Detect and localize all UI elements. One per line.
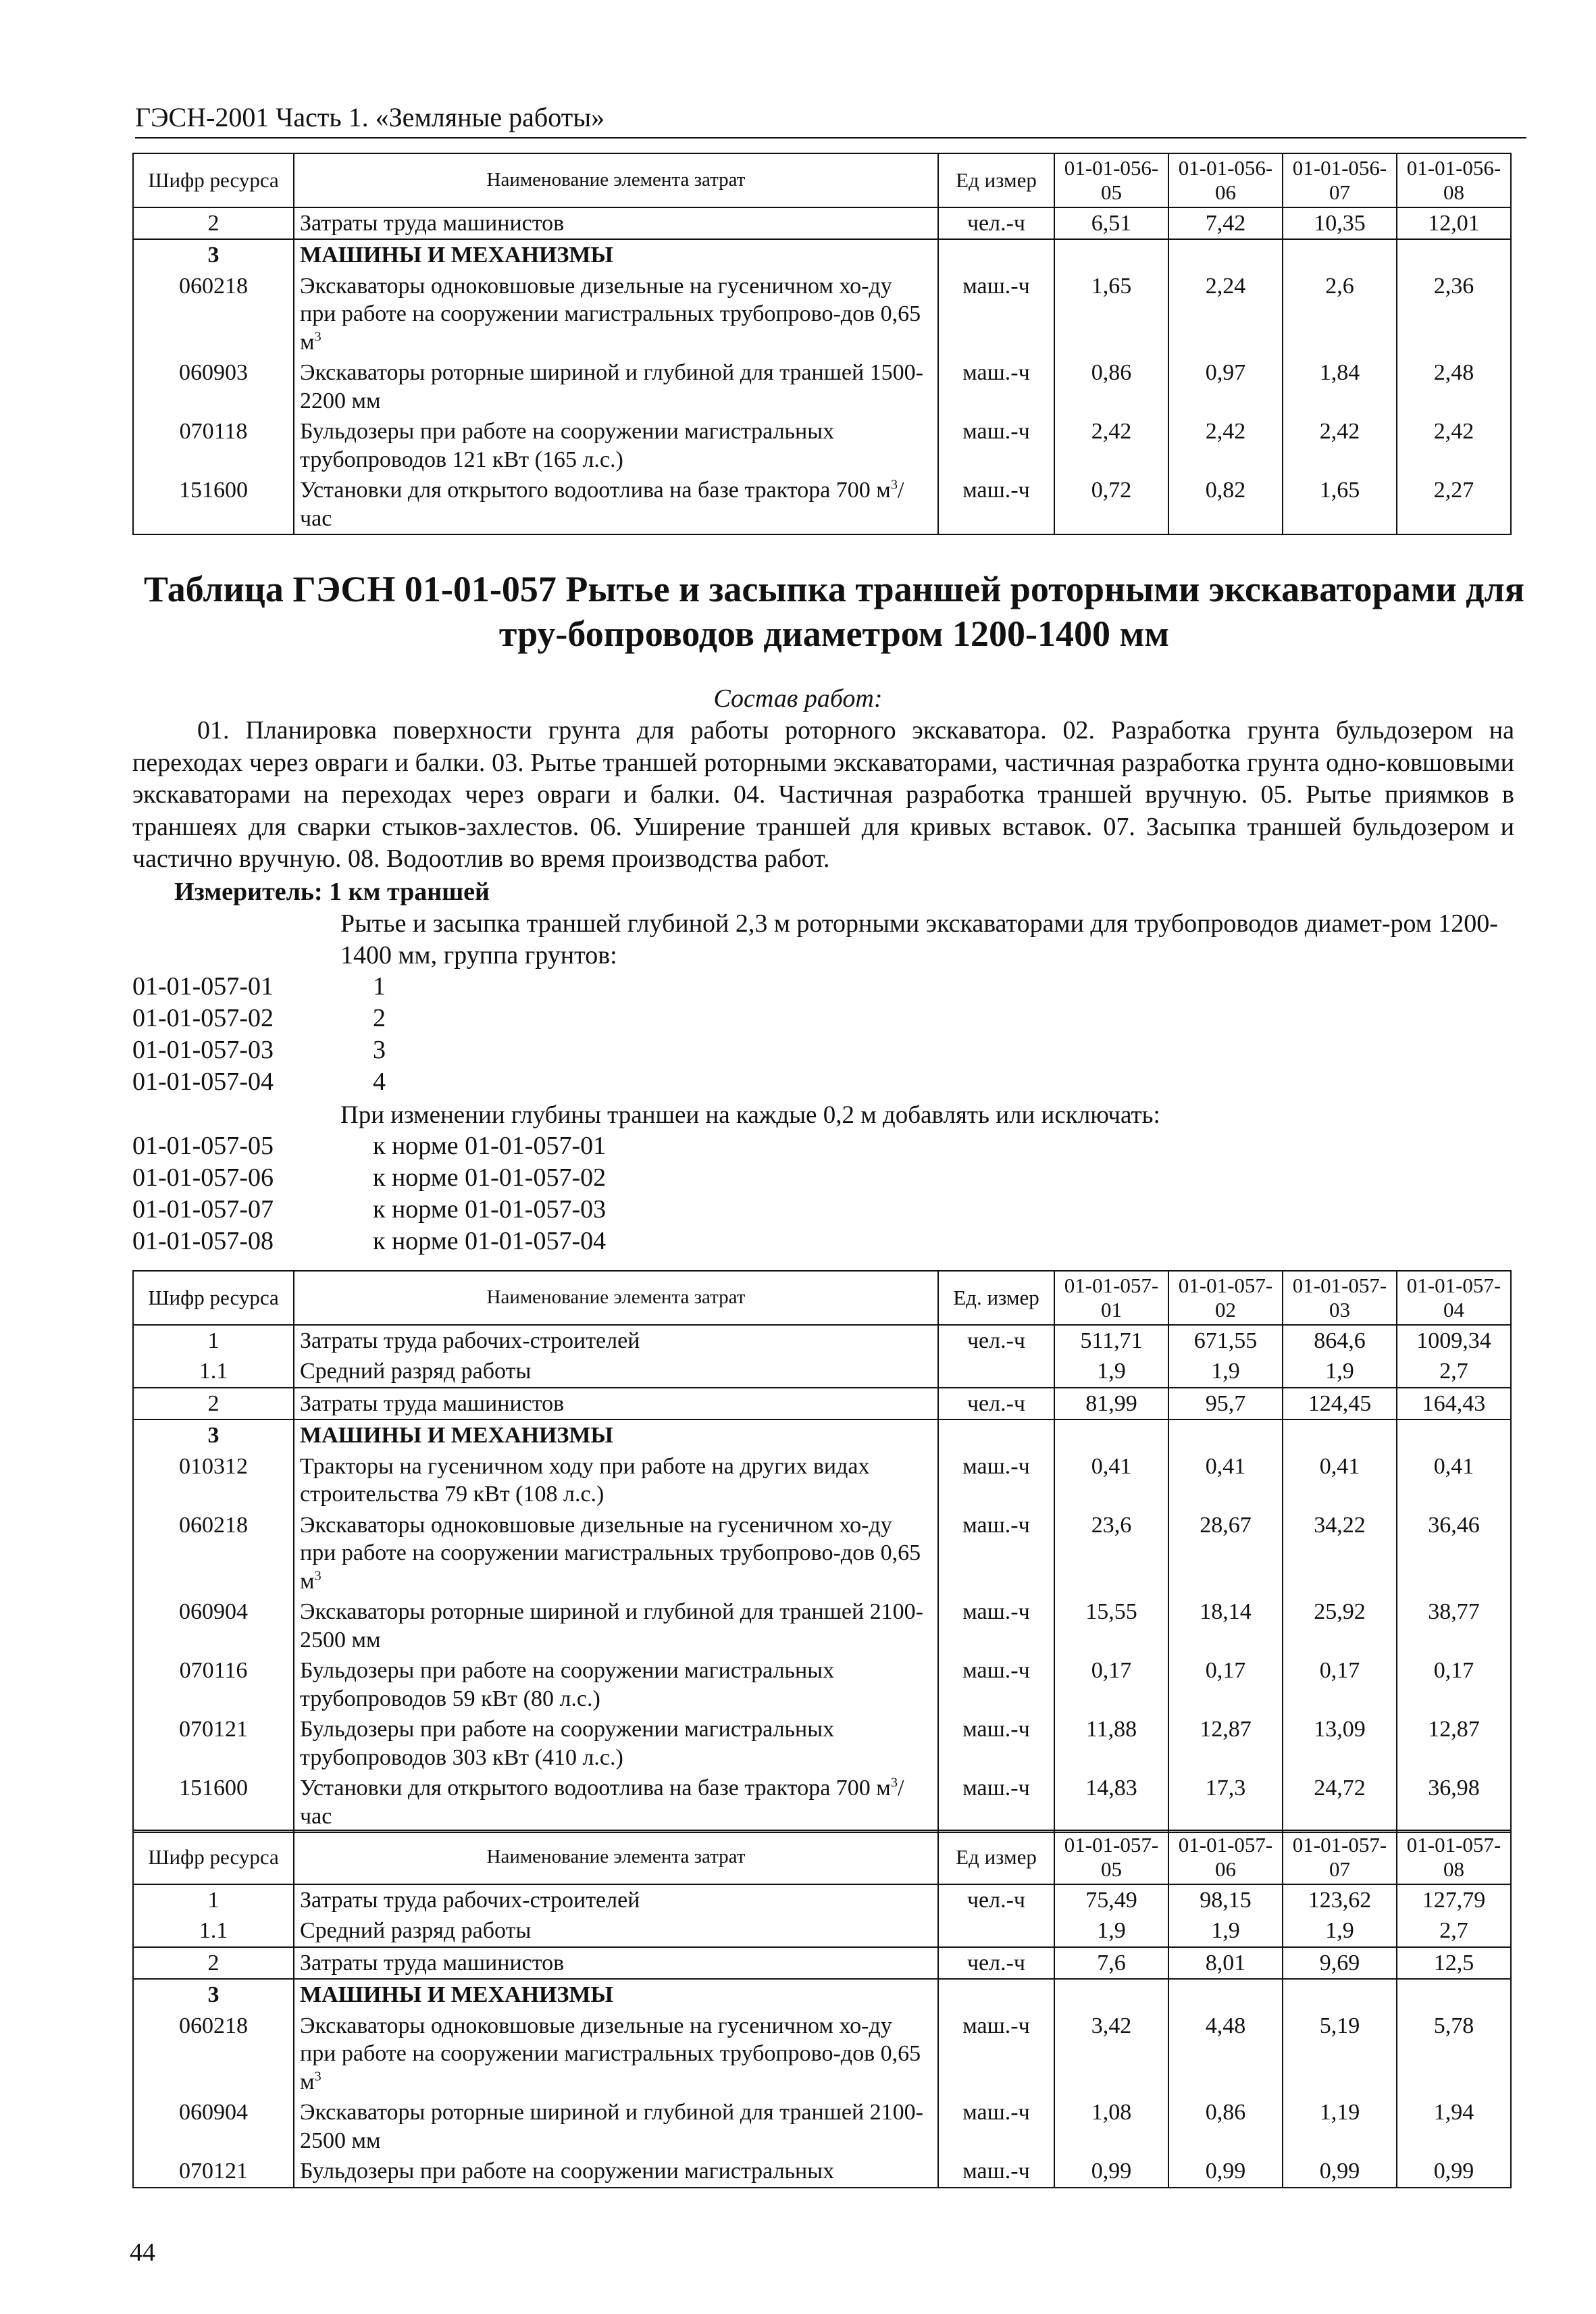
row-value: 15,55 (1054, 1596, 1168, 1655)
row-value: 127,79 (1397, 1884, 1511, 1915)
resource-table-056 (132, 153, 1512, 535)
row-value: 98,15 (1168, 1884, 1283, 1915)
row-value: 1009,34 (1397, 1325, 1511, 1356)
depth-change-text: При изменении глубины траншеи на каждые 0,2 м добавлять или исключать: (340, 1101, 1160, 1129)
row-value: 23,6 (1054, 1510, 1168, 1596)
row-unit: чел.-ч (938, 1325, 1054, 1356)
row-value: 0,72 (1054, 475, 1168, 534)
row-code: 1 (133, 1325, 294, 1356)
row-value: 2,42 (1054, 416, 1168, 475)
col-header-norm: 01-01-057-08 (1397, 1830, 1511, 1884)
col-header-norm: 01-01-057-02 (1168, 1271, 1283, 1325)
row-value: 75,49 (1054, 1884, 1168, 1915)
row-name-cell (294, 271, 938, 357)
row-value: 1,08 (1054, 2097, 1168, 2156)
norm-value: к норме 01-01-057-04 (373, 1227, 607, 1255)
row-unit: маш.-ч (938, 1451, 1054, 1510)
row-name-tail: /час (300, 478, 904, 531)
row-name: Средний разряд работы (294, 1915, 938, 1946)
row-unit: маш.-ч (938, 2011, 1054, 2097)
row-value: 12,87 (1397, 1714, 1511, 1773)
row-value: 0,99 (1397, 2156, 1511, 2187)
col-header-code: Шифр ресурса (133, 1271, 294, 1325)
row-code: 3 (133, 239, 294, 270)
meter: Измеритель: 1 км траншей (174, 878, 490, 906)
row-name-cell (294, 1773, 938, 1832)
row-value (1168, 239, 1283, 270)
row-unit (938, 239, 1054, 270)
col-header-name: Наименование элемента затрат (294, 1830, 938, 1884)
col-header-name: Наименование элемента затрат (294, 1271, 938, 1325)
row-unit: маш.-ч (938, 271, 1054, 357)
row-value (1168, 1979, 1283, 2010)
row-value: 0,41 (1397, 1451, 1511, 1510)
row-value: 0,99 (1168, 2156, 1283, 2187)
col-header-norm: 01-01-057-01 (1054, 1271, 1168, 1325)
row-value (1283, 239, 1397, 270)
row-code: 060904 (133, 2097, 294, 2156)
row-value: 5,19 (1283, 2011, 1397, 2097)
table-row (133, 1596, 1511, 1655)
table-row (133, 2156, 1511, 2187)
row-name-cell (294, 1510, 938, 1596)
row-name: МАШИНЫ И МЕХАНИЗМЫ (294, 1979, 938, 2010)
row-value: 2,42 (1283, 416, 1397, 475)
page-number: 44 (130, 2238, 155, 2267)
row-unit: чел.-ч (938, 207, 1054, 239)
col-header-name: Наименование элемента затрат (294, 153, 938, 207)
table-row (133, 1979, 1511, 2010)
row-value: 13,09 (1283, 1714, 1397, 1773)
cube-superscript: 3 (314, 329, 321, 345)
row-name: Экскаваторы роторные шириной и глубиной для траншей 2100-2500 мм (294, 1596, 938, 1655)
composition-text: 01. Планировка поверхности грунта для работы роторного экскаватора. 02. Разработка грунта бульдозером на переходах через овраги и балки. 03. Рытье траншей роторными экскаваторами, частичная разработка грунта одно-ковшовыми экскаваторами на переходах через овраги и балки. 04. Частичная разработка траншей вручную. 05. Рытье приямков в траншеях для сварки стыков-захлестов. 06. Уширение траншей для кривых вставок. 07. Засыпка траншей бульдозером и частично вручную. 08. Водоотлив во время производства работ. (132, 716, 1514, 873)
row-value: 1,94 (1397, 2097, 1511, 2156)
norm-value: 3 (373, 1036, 386, 1064)
row-value: 34,22 (1283, 1510, 1397, 1596)
row-value: 1,9 (1283, 1356, 1397, 1387)
row-value: 1,9 (1054, 1915, 1168, 1946)
norm-code: 01-01-057-07 (132, 1195, 274, 1224)
row-unit: маш.-ч (938, 1714, 1054, 1773)
norm-value: 1 (373, 972, 386, 1001)
norm-value: 2 (373, 1004, 386, 1032)
row-unit: маш.-ч (938, 1510, 1054, 1596)
col-header-norm: 01-01-057-03 (1283, 1271, 1397, 1325)
row-value: 0,99 (1283, 2156, 1397, 2187)
col-header-norm: 01-01-057-05 (1054, 1830, 1168, 1884)
table-row (133, 2097, 1511, 2156)
row-value: 124,45 (1283, 1388, 1397, 1419)
row-value: 1,9 (1168, 1915, 1283, 1946)
col-header-unit: Ед измер (938, 153, 1054, 207)
row-value: 14,83 (1054, 1773, 1168, 1832)
row-code: 070121 (133, 2156, 294, 2187)
row-value: 6,51 (1054, 207, 1168, 239)
cube-superscript: 3 (890, 1775, 898, 1790)
table-row (133, 1655, 1511, 1714)
row-name: Тракторы на гусеничном ходу при работе на других видах строительства 79 кВт (108 л.с.) (294, 1451, 938, 1510)
row-code: 060218 (133, 1510, 294, 1596)
table-row (133, 416, 1511, 475)
row-value: 3,42 (1054, 2011, 1168, 2097)
row-value: 12,87 (1168, 1714, 1283, 1773)
row-name: Экскаваторы роторные шириной и глубиной для траншей 1500-2200 мм (294, 357, 938, 416)
row-value: 864,6 (1283, 1325, 1397, 1356)
table-row (133, 1884, 1511, 1915)
row-value (1054, 1419, 1168, 1451)
table-row (133, 1325, 1511, 1356)
table-row (133, 1419, 1511, 1451)
row-unit: чел.-ч (938, 1388, 1054, 1419)
row-code: 060904 (133, 1596, 294, 1655)
row-unit: маш.-ч (938, 475, 1054, 534)
col-header-norm: 01-01-057-06 (1168, 1830, 1283, 1884)
row-value: 511,71 (1054, 1325, 1168, 1356)
norm-code: 01-01-057-02 (132, 1004, 274, 1032)
row-unit: маш.-ч (938, 357, 1054, 416)
row-value: 0,97 (1168, 357, 1283, 416)
row-value: 8,01 (1168, 1947, 1283, 1979)
row-unit (938, 1419, 1054, 1451)
row-unit: маш.-ч (938, 2156, 1054, 2187)
row-code: 070121 (133, 1714, 294, 1773)
row-value: 95,7 (1168, 1388, 1283, 1419)
row-name: Затраты труда машинистов (294, 1388, 938, 1419)
col-header-unit: Ед измер (938, 1830, 1054, 1884)
row-code: 151600 (133, 1773, 294, 1832)
row-code: 151600 (133, 475, 294, 534)
norm-code: 01-01-057-05 (132, 1132, 274, 1160)
col-header-code: Шифр ресурса (133, 1830, 294, 1884)
row-name: Бульдозеры при работе на сооружении магистральных трубопроводов 59 кВт (80 л.с.) (294, 1655, 938, 1714)
row-unit: маш.-ч (938, 1596, 1054, 1655)
row-code: 010312 (133, 1451, 294, 1510)
row-value: 0,41 (1283, 1451, 1397, 1510)
row-value: 0,17 (1168, 1655, 1283, 1714)
row-value: 123,62 (1283, 1884, 1397, 1915)
row-code: 060903 (133, 357, 294, 416)
row-code: 060218 (133, 271, 294, 357)
row-value: 24,72 (1283, 1773, 1397, 1832)
col-header-code: Шифр ресурса (133, 153, 294, 207)
row-value: 0,41 (1054, 1451, 1168, 1510)
row-value: 7,42 (1168, 207, 1283, 239)
row-value: 5,78 (1397, 2011, 1511, 2097)
row-value: 0,17 (1283, 1655, 1397, 1714)
norm-value: 4 (373, 1067, 386, 1096)
norm-code: 01-01-057-03 (132, 1036, 274, 1064)
col-header-norm: 01-01-056-07 (1283, 153, 1397, 207)
norm-code: 01-01-057-08 (132, 1227, 274, 1255)
col-header-norm: 01-01-057-07 (1283, 1830, 1397, 1884)
row-value: 25,92 (1283, 1596, 1397, 1655)
table-row (133, 1773, 1511, 1832)
row-value: 1,65 (1283, 475, 1397, 534)
row-value: 38,77 (1397, 1596, 1511, 1655)
row-value: 2,42 (1168, 416, 1283, 475)
row-value: 0,99 (1054, 2156, 1168, 2187)
row-value: 1,9 (1168, 1356, 1283, 1387)
row-value: 0,82 (1168, 475, 1283, 534)
norm-value: к норме 01-01-057-03 (373, 1195, 607, 1224)
row-name: Средний разряд работы (294, 1356, 938, 1387)
norm-description: Рытье и засыпка траншей глубиной 2,3 м роторными экскаваторами для трубопроводов диамет-ром 1200-1400 мм, группа грунтов: (340, 909, 1498, 970)
table-row (133, 357, 1511, 416)
norm-code: 01-01-057-04 (132, 1067, 274, 1096)
page-header: ГЭСН-2001 Часть 1. «Земляные работы» (135, 101, 1526, 139)
row-unit: чел.-ч (938, 1947, 1054, 1979)
row-name: Установки для открытого водоотлива на базе трактора 700 м (300, 1776, 891, 1801)
row-unit (938, 1979, 1054, 2010)
row-code: 2 (133, 1388, 294, 1419)
cube-superscript: 3 (314, 1568, 321, 1584)
table-title: Таблица ГЭСН 01-01-057 Рытье и засыпка траншей роторными экскаваторами для тру-бопроводов диаметром 1200-1400 мм (144, 569, 1524, 654)
row-value: 164,43 (1397, 1388, 1511, 1419)
col-header-norm: 01-01-056-05 (1054, 153, 1168, 207)
row-unit (938, 1915, 1054, 1946)
row-name: Затраты труда рабочих-строителей (294, 1884, 938, 1915)
row-value: 2,24 (1168, 271, 1283, 357)
norm-code: 01-01-057-06 (132, 1163, 274, 1192)
norm-code: 01-01-057-01 (132, 972, 274, 1001)
row-value (1283, 1979, 1397, 2010)
row-value: 12,5 (1397, 1947, 1511, 1979)
row-name: Установки для открытого водоотлива на базе трактора 700 м (300, 478, 891, 503)
table-row (133, 1947, 1511, 1979)
row-name: Бульдозеры при работе на сооружении магистральных (294, 2156, 938, 2187)
row-name-tail: /час (300, 1776, 904, 1829)
row-code: 070118 (133, 416, 294, 475)
col-header-norm: 01-01-057-04 (1397, 1271, 1511, 1325)
row-value: 9,69 (1283, 1947, 1397, 1979)
row-value: 0,17 (1054, 1655, 1168, 1714)
row-name-cell (294, 475, 938, 534)
row-value: 0,41 (1168, 1451, 1283, 1510)
row-unit: маш.-ч (938, 2097, 1054, 2156)
table-row (133, 1451, 1511, 1510)
row-code: 3 (133, 1979, 294, 2010)
table-row (133, 2011, 1511, 2097)
row-value: 2,36 (1397, 271, 1511, 357)
row-value: 2,42 (1397, 416, 1511, 475)
row-code: 060218 (133, 2011, 294, 2097)
resource-table-057-main (132, 1270, 1512, 1833)
row-name-cell (294, 2011, 938, 2097)
row-name: Затраты труда рабочих-строителей (294, 1325, 938, 1356)
table-row (133, 1714, 1511, 1773)
row-name: МАШИНЫ И МЕХАНИЗМЫ (294, 1419, 938, 1451)
row-unit (938, 1356, 1054, 1387)
col-header-norm: 01-01-056-08 (1397, 153, 1511, 207)
row-value (1397, 1419, 1511, 1451)
row-unit: маш.-ч (938, 1655, 1054, 1714)
table-row (133, 207, 1511, 239)
row-value: 0,17 (1397, 1655, 1511, 1714)
row-value: 1,9 (1283, 1915, 1397, 1946)
norm-value: к норме 01-01-057-02 (373, 1163, 607, 1192)
row-value: 2,6 (1283, 271, 1397, 357)
row-value: 1,19 (1283, 2097, 1397, 2156)
row-value: 2,48 (1397, 357, 1511, 416)
table-row (133, 1388, 1511, 1419)
row-value: 671,55 (1168, 1325, 1283, 1356)
row-value: 36,46 (1397, 1510, 1511, 1596)
row-name: Бульдозеры при работе на сооружении магистральных трубопроводов 121 кВт (165 л.с.) (294, 416, 938, 475)
row-value: 2,7 (1397, 1915, 1511, 1946)
row-value (1283, 1419, 1397, 1451)
row-name: МАШИНЫ И МЕХАНИЗМЫ (294, 239, 938, 270)
table-row (133, 1915, 1511, 1946)
row-value (1054, 1979, 1168, 2010)
table-row (133, 1356, 1511, 1387)
row-value (1168, 1419, 1283, 1451)
row-unit: маш.-ч (938, 416, 1054, 475)
row-value: 11,88 (1054, 1714, 1168, 1773)
composition-label: Состав работ: (713, 684, 883, 713)
row-value: 2,27 (1397, 475, 1511, 534)
table-row (133, 1510, 1511, 1596)
row-value (1397, 1979, 1511, 2010)
row-value: 1,84 (1283, 357, 1397, 416)
col-header-unit: Ед. измер (938, 1271, 1054, 1325)
table-row (133, 271, 1511, 357)
row-code: 070116 (133, 1655, 294, 1714)
row-code: 3 (133, 1419, 294, 1451)
row-value: 18,14 (1168, 1596, 1283, 1655)
cube-superscript: 3 (314, 2069, 321, 2084)
row-code: 2 (133, 207, 294, 239)
row-unit: чел.-ч (938, 1884, 1054, 1915)
row-value: 1,65 (1054, 271, 1168, 357)
row-value: 12,01 (1397, 207, 1511, 239)
row-code: 1 (133, 1884, 294, 1915)
row-code: 2 (133, 1947, 294, 1979)
resource-table-057-depth (132, 1830, 1512, 2188)
row-value: 1,9 (1054, 1356, 1168, 1387)
row-value: 36,98 (1397, 1773, 1511, 1832)
row-value: 0,86 (1168, 2097, 1283, 2156)
row-value: 17,3 (1168, 1773, 1283, 1832)
row-name: Затраты труда машинистов (294, 207, 938, 239)
row-name: Затраты труда машинистов (294, 1947, 938, 1979)
row-value: 81,99 (1054, 1388, 1168, 1419)
row-name: Экскаваторы одноковшовые дизельные на гусеничном хо-ду при работе на сооружении магистральных трубопрово-дов 0,65 м (300, 1512, 921, 1594)
row-code: 1.1 (133, 1356, 294, 1387)
row-value (1397, 239, 1511, 270)
row-value: 2,7 (1397, 1356, 1511, 1387)
norm-value: к норме 01-01-057-01 (373, 1132, 607, 1160)
row-value (1054, 239, 1168, 270)
col-header-norm: 01-01-056-06 (1168, 153, 1283, 207)
row-unit: маш.-ч (938, 1773, 1054, 1832)
table-row (133, 475, 1511, 534)
row-value: 4,48 (1168, 2011, 1283, 2097)
row-value: 28,67 (1168, 1510, 1283, 1596)
row-name: Экскаваторы одноковшовые дизельные на гусеничном хо-ду при работе на сооружении магистральных трубопрово-дов 0,65 м (300, 2013, 921, 2094)
row-value: 7,6 (1054, 1947, 1168, 1979)
row-value: 0,86 (1054, 357, 1168, 416)
row-name: Экскаваторы одноковшовые дизельные на гусеничном хо-ду при работе на сооружении магистральных трубопрово-дов 0,65 м (300, 273, 921, 355)
row-name: Экскаваторы роторные шириной и глубиной для траншей 2100-2500 мм (294, 2097, 938, 2156)
cube-superscript: 3 (890, 477, 898, 493)
row-name: Бульдозеры при работе на сооружении магистральных трубопроводов 303 кВт (410 л.с.) (294, 1714, 938, 1773)
table-row (133, 239, 1511, 270)
row-value: 10,35 (1283, 207, 1397, 239)
row-code: 1.1 (133, 1915, 294, 1946)
